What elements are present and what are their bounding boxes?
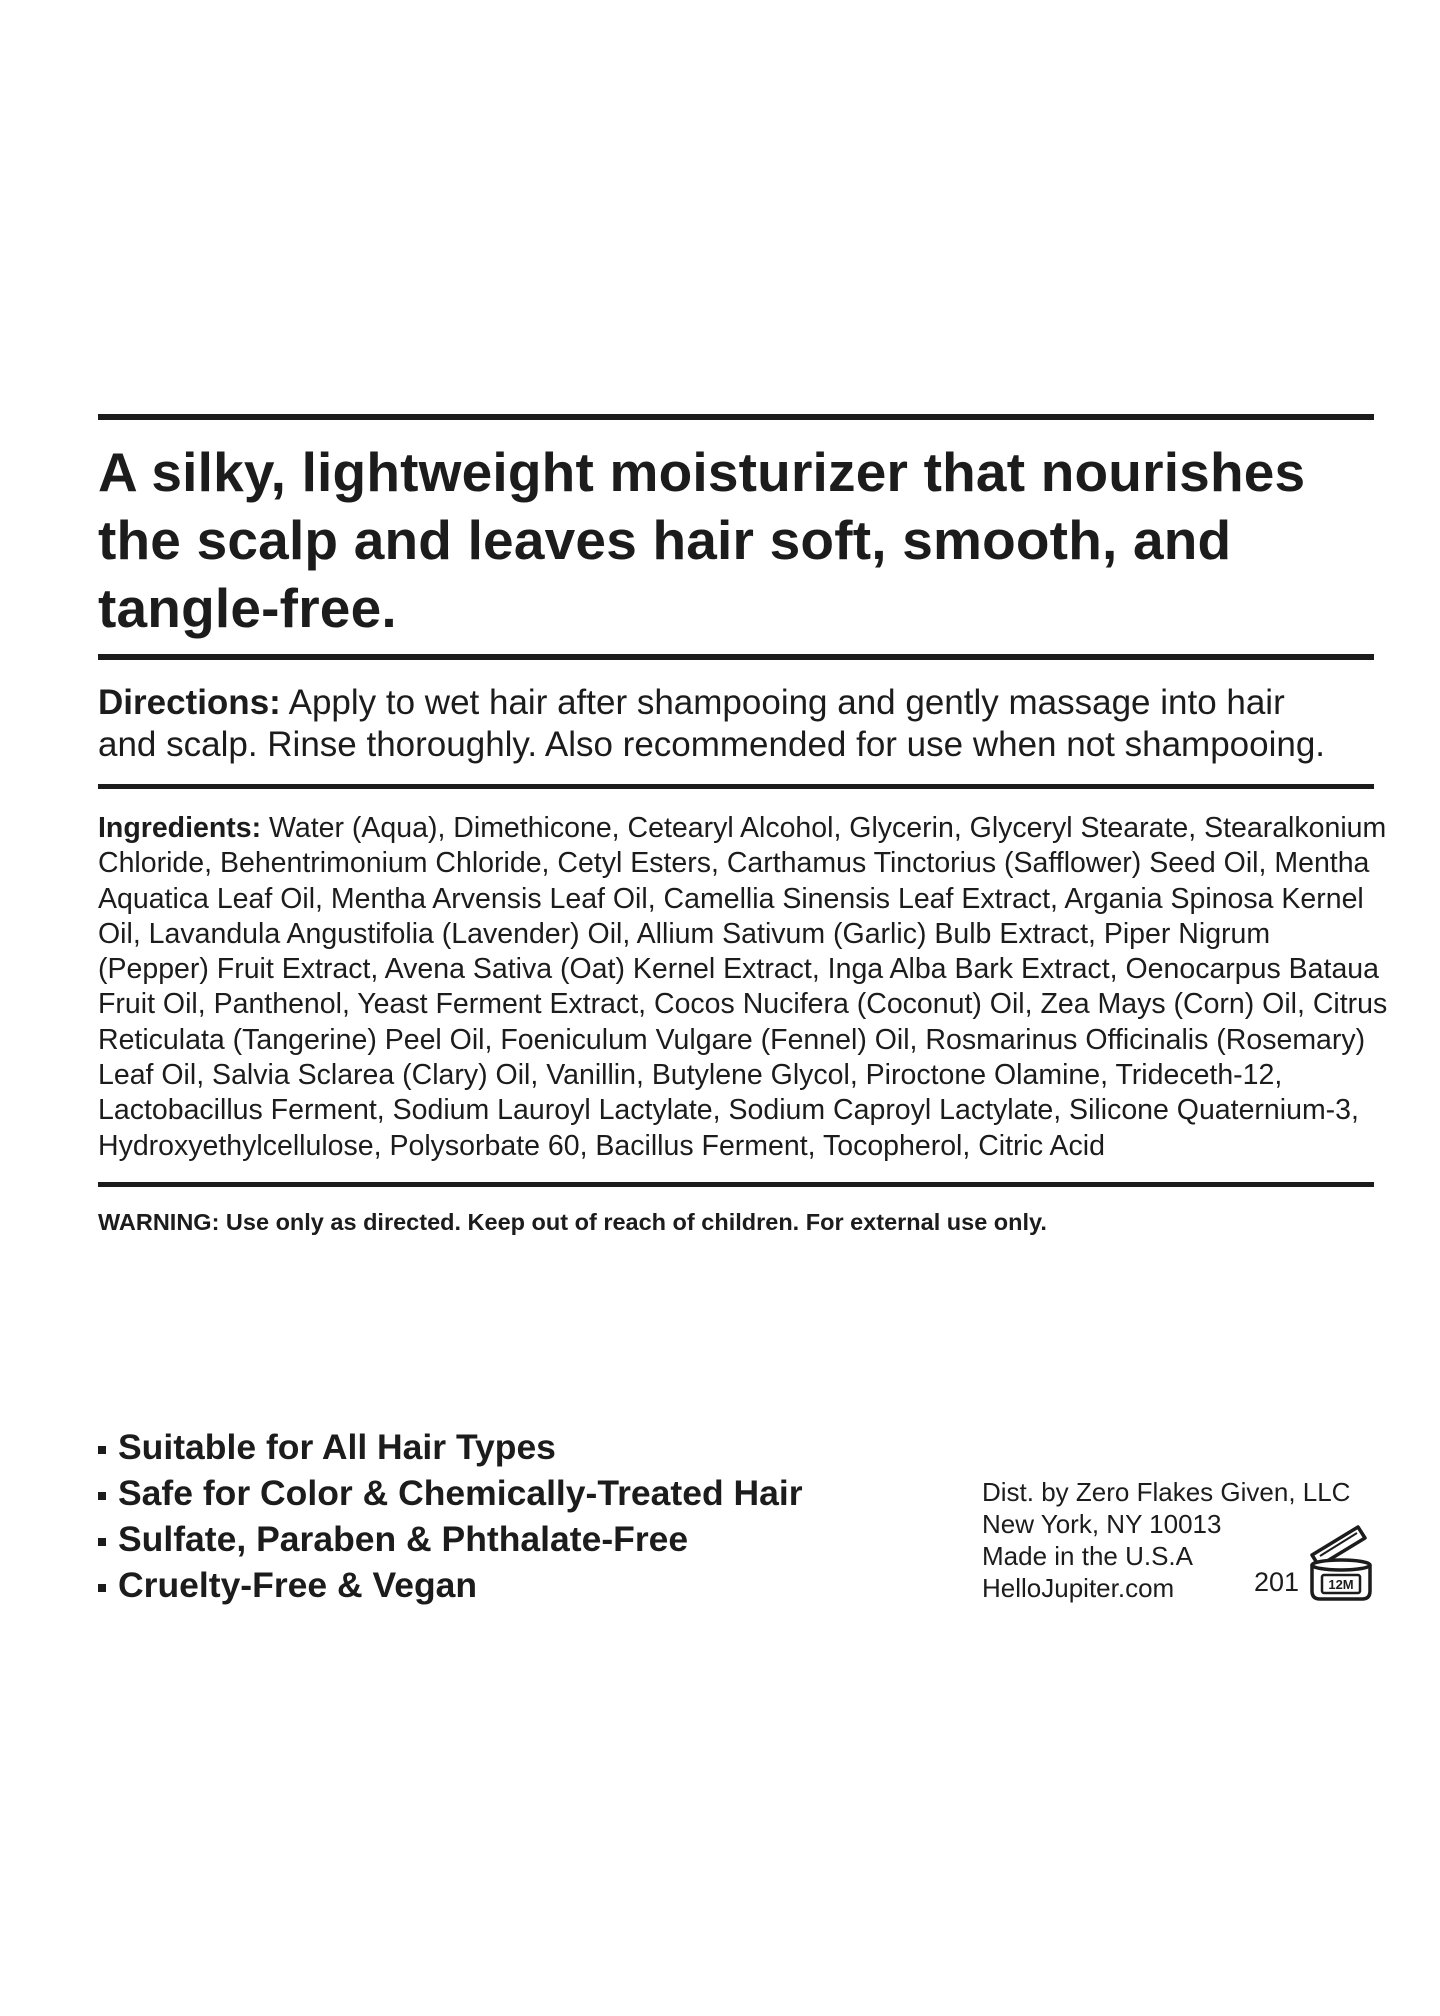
claim-text: Suitable for All Hair Types (118, 1427, 556, 1467)
open-jar-icon (1308, 1515, 1374, 1601)
claim-text: Safe for Color & Chemically-Treated Hair (118, 1473, 803, 1513)
ingredients-section (98, 811, 1388, 1164)
directions-text: Apply to wet hair after shampooing and gently massage into hair and scalp. Rinse thoroughly. Also recommended for use when not shampooing. (98, 683, 1326, 764)
directions-section (98, 682, 1338, 766)
product-headline: A silky, lightweight moisturizer that nourishes the scalp and leaves hair soft, smooth, and tangle-free. (98, 441, 1306, 639)
divider (98, 784, 1374, 789)
lot-code: 201 (1254, 1567, 1300, 1597)
divider (98, 654, 1374, 660)
list-item (98, 1562, 803, 1608)
ingredients-text: Water (Aqua), Dimethicone, Cetearyl Alcohol, Glycerin, Glyceryl Stearate, Stearalkonium Chloride, Behentrimonium Chloride, Cetyl Esters, Carthamus Tinctorius (Safflower) Seed Oil, Mentha Aquatica Leaf Oil, Mentha Arvensis Leaf Oil, Camellia Sinensis Leaf Extract, Argania Spinosa Kernel Oil, Lavandula Angustifolia (Lavender) Oil, Allium Sativum (Garlic) Bulb Extract, Piper Nigrum (Pepper) Fruit Extract, Avena Sativa (Oat) Kernel Extract, Inga Alba Bark Extract, Oenocarpus Bataua Fruit Oil, Panthenol, Yeast Ferment Extract, Cocos Nucifera (Coconut) Oil, Zea Mays (Corn) Oil, Citrus Reticulata (Tangerine) Peel Oil, Foeniculum Vulgare (Fennel) Oil, Rosmarinus Officinalis (Rosemary) Leaf Oil, Salvia Sclarea (Clary) Oil, Vanillin, Butylene Glycol, Piroctone Olamine, Trideceth-12, Lactobacillus Ferment, Sodium Lauroyl Lactylate, Sodium Caproyl Lactylate, Silicone Quaternium-3, Hydroxyethylcellulose, Polysorbate 60, Bacillus Ferment, Tocopherol, Citric Acid (98, 812, 1388, 1162)
list-item (98, 1516, 803, 1562)
divider (98, 414, 1374, 420)
list-item (98, 1470, 803, 1516)
directions-label: Directions: (98, 683, 281, 722)
origin-line: Made in the U.S.A (982, 1541, 1193, 1571)
distributor-address: New York, NY 10013 (982, 1509, 1222, 1539)
website-text: HelloJupiter.com (982, 1573, 1175, 1603)
pao-label: 12M (1328, 1577, 1354, 1592)
bullet-icon (98, 1538, 106, 1546)
product-label (98, 414, 1388, 1237)
claim-text: Cruelty-Free & Vegan (118, 1565, 478, 1605)
distributor-line: Dist. by Zero Flakes Given, LLC (982, 1477, 1351, 1507)
bullet-icon (98, 1446, 106, 1454)
warning-text: WARNING: Use only as directed. Keep out of reach of children. For external use only. (98, 1208, 1047, 1235)
bullet-icon (98, 1492, 106, 1500)
claim-text: Sulfate, Paraben & Phthalate-Free (118, 1519, 689, 1559)
divider (98, 1182, 1374, 1187)
ingredients-label: Ingredients: (98, 812, 262, 844)
claims-list (98, 1424, 803, 1608)
list-item (98, 1424, 803, 1470)
bullet-icon (98, 1584, 106, 1592)
